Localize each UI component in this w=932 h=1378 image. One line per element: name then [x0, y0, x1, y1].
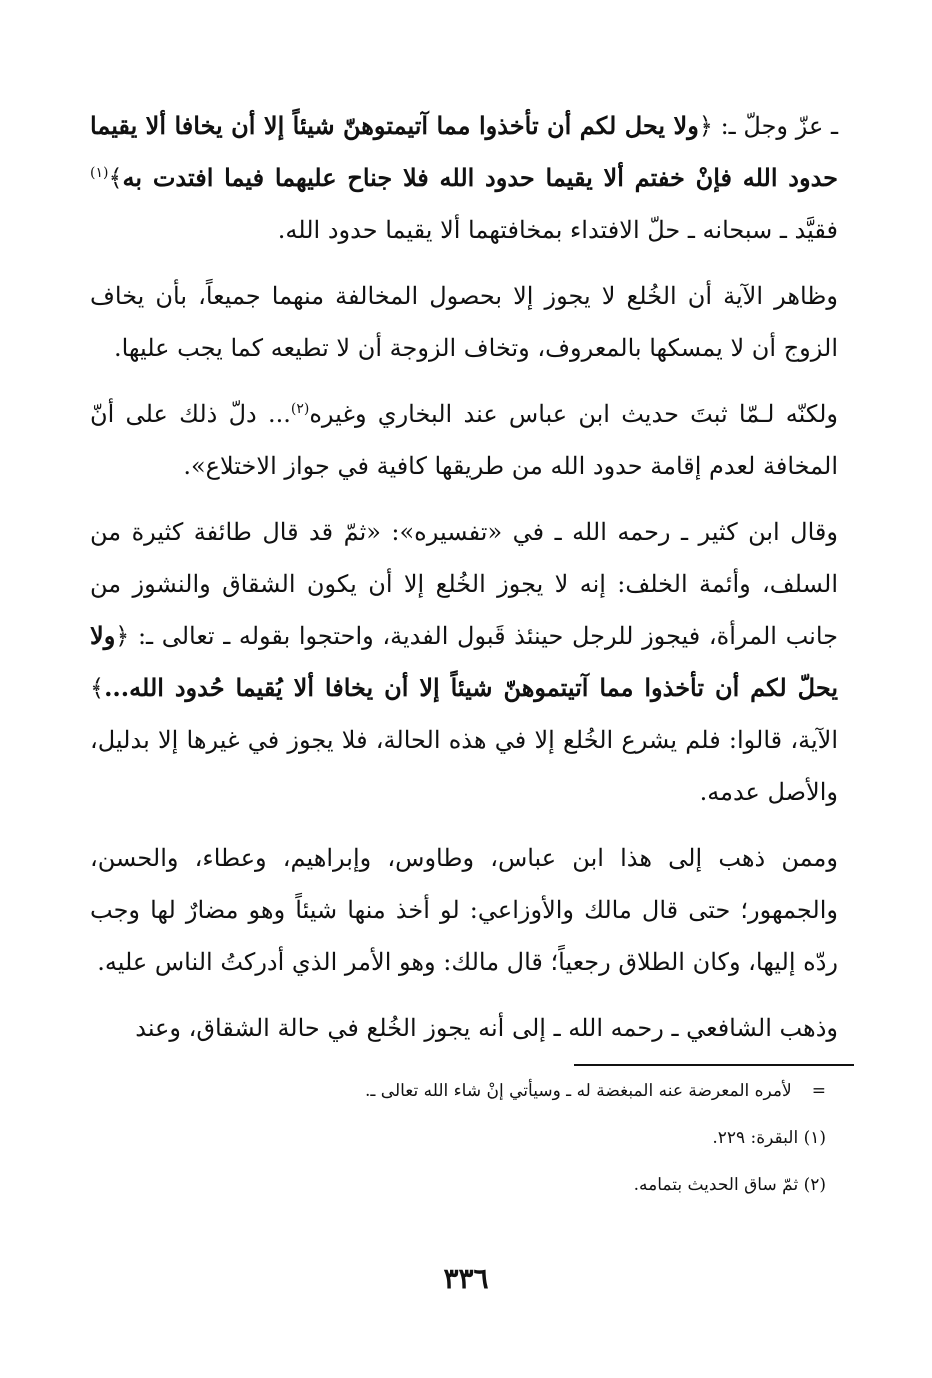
- footnote-2: (٢) ثمّ ساق الحديث بتمامه.: [633, 1175, 826, 1195]
- quran-close-bracket: ﴾: [90, 674, 105, 702]
- paragraph-1-tail: فقيَّد ـ سبحانه ـ حلّ الافتداء بمخافتهما ألا يقيما حدود الله.: [277, 216, 838, 244]
- footnote-ref-2[interactable]: (٢): [290, 401, 310, 417]
- footnote-continuation: [90, 1080, 826, 1103]
- quran-open-bracket: ﴿: [698, 112, 713, 140]
- quran-open-bracket: ﴿: [115, 622, 130, 650]
- page-number: ٣٣٦: [443, 1262, 489, 1295]
- footnote-divider: [574, 1064, 854, 1066]
- paragraph-5: وممن ذهب إلى هذا ابن عباس، وطاوس، وإبراهيم، وعطاء، والحسن، والجمهور؛ حتى قال مالك والأوزاعي: لو أخذ منها شيئاً وهو مضارٌ لها وجب ردّه إليها، وكان الطلاق رجعياً؛ قال مالك: وهو الأمر الذي أدركتُ الناس عليه.: [90, 844, 838, 976]
- continuation-mark: =: [811, 1081, 826, 1101]
- paragraph-4-lead: وقال ابن كثير ـ رحمه الله ـ في «تفسيره»: «ثمّ قد قال طائفة كثيرة من السلف، وأئمة الخلف: إنه لا يجوز الخُلع إلا أن يكون الشقاق والنشوز من جانب المرأة، فيجوز للرجل حينئذ قَبول الفدية، واحتجوا بقوله ـ تعالى ـ:: [90, 518, 838, 650]
- paragraph-6: وذهب الشافعي ـ رحمه الله ـ إلى أنه يجوز الخُلع في حالة الشقاق، وعند: [135, 1014, 838, 1042]
- footnote-1: (١) البقرة: ٢٢٩.: [712, 1128, 826, 1148]
- paragraph-4: [90, 506, 838, 818]
- footnote-continuation-text: لأمره المعرضة عنه المبغضة له ـ وسيأتي إنْ شاء الله تعالى ـ.: [364, 1081, 792, 1101]
- paragraph-1-lead: ـ عزّ وجلّ ـ:: [712, 112, 838, 140]
- paragraph-3: [90, 388, 838, 492]
- footnotes: [90, 1080, 826, 1221]
- quran-verse-2: ولا يحلّ لكم أن تأخذوا مما آتيتموهنّ شيئاً إلا أن يخافا ألا يُقيما حُدود الله...: [90, 621, 838, 702]
- footnote-ref-1[interactable]: (١): [90, 165, 109, 181]
- paragraph-3-lead: ولكنّه لـمّا ثبتَ حديث ابن عباس عند البخاري وغيره: [309, 400, 838, 428]
- paragraph-2: وظاهر الآية أن الخُلع لا يجوز إلا بحصول المخالفة منهما جميعاً، بأن يخاف الزوج أن لا يمسكها بالمعروف، وتخاف الزوجة أن لا تطيعه كما يجب عليها.: [90, 282, 838, 362]
- paragraph-1: [90, 100, 838, 256]
- quran-verse-1: ولا يحل لكم أن تأخذوا مما آتيمتوهنّ شيئاً إلا أن يخافا ألا يقيما حدود الله فإنْ خفتم ألا يقيما حدود الله فلا جناح عليهما فيما افتدت به: [90, 111, 838, 192]
- paragraph-3-tail: ... دلّ ذلك على أنّ المخافة لعدم إقامة حدود الله من طريقها كافية في جواز الاختلاع».: [90, 400, 838, 480]
- paragraph-4-tail: الآية، قالوا: فلم يشرع الخُلع إلا في هذه الحالة، فلا يجوز في غيرها إلا بدليل، والأصل عدمه.: [90, 726, 838, 806]
- quran-close-bracket: ﴾: [108, 164, 123, 192]
